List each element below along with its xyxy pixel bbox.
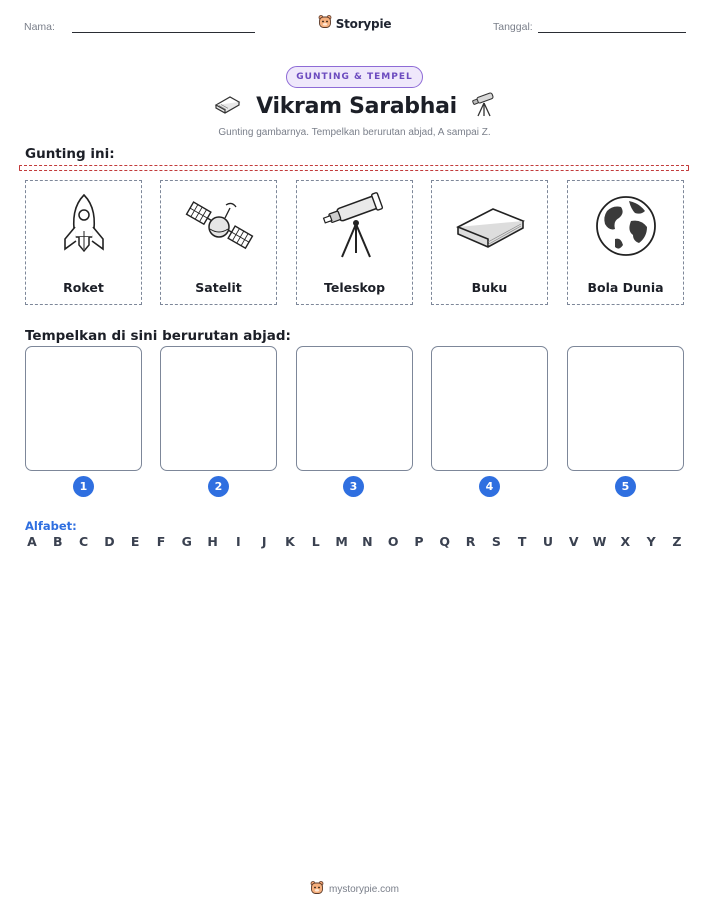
date-line[interactable]: [538, 32, 686, 33]
alphabet-letter: T: [517, 534, 527, 549]
alphabet-letter: J: [261, 534, 267, 549]
paste-slot-3[interactable]: [296, 346, 413, 471]
cut-card-roket[interactable]: [25, 180, 142, 305]
alphabet-heading: Alfabet:: [25, 519, 77, 533]
name-label: Nama:: [24, 21, 55, 33]
alphabet-letter: N: [362, 534, 373, 549]
slot-number-badge: 2: [208, 476, 229, 497]
paste-heading: Tempelkan di sini berurutan abjad:: [25, 328, 291, 344]
alphabet-letter: L: [311, 534, 320, 549]
cut-card-buku[interactable]: [431, 180, 548, 305]
paste-slot-2[interactable]: [160, 346, 277, 471]
storypie-mascot-icon: [310, 880, 324, 899]
paste-slot-5[interactable]: [567, 346, 684, 471]
alphabet-letter: R: [465, 534, 476, 549]
alphabet-letter: D: [104, 534, 115, 549]
alphabet-letter: H: [207, 534, 218, 549]
card-label: Roket: [63, 280, 104, 295]
cut-card-teleskop[interactable]: [296, 180, 413, 305]
instructions: Gunting gambarnya. Tempelkan berurutan abjad, A sampai Z.: [218, 127, 491, 138]
telescope-icon: [471, 90, 497, 122]
worksheet-title: Vikram Sarabhai: [256, 93, 457, 119]
satellite-icon: [184, 191, 254, 261]
slot-number-badge: 1: [73, 476, 94, 497]
alphabet-letter: C: [79, 534, 89, 549]
paste-slot-4[interactable]: [431, 346, 548, 471]
telescope-icon: [320, 191, 390, 261]
title-row: [0, 90, 709, 122]
card-label: Bola Dunia: [587, 280, 664, 295]
footer-site-link[interactable]: mystorypie.com: [328, 884, 399, 895]
alphabet-letter: B: [53, 534, 63, 549]
alphabet-letter: O: [387, 534, 399, 549]
activity-tag: GUNTING & TEMPEL: [286, 66, 422, 88]
alphabet-letter: X: [620, 534, 631, 549]
date-label: Tanggal:: [493, 21, 533, 33]
alphabet-letter: Q: [439, 534, 451, 549]
slot-number-badge: 5: [615, 476, 636, 497]
alphabet-letter: U: [542, 534, 554, 549]
alphabet-letter: Y: [646, 534, 656, 549]
slot-number-badge: 3: [343, 476, 364, 497]
cut-card-satelit[interactable]: [160, 180, 277, 305]
storypie-mascot-icon: [318, 14, 332, 33]
book-icon: [455, 191, 525, 261]
alphabet-letter: K: [285, 534, 295, 549]
alphabet-letter: V: [568, 534, 579, 549]
footer: [0, 880, 709, 899]
alphabet-letter: I: [236, 534, 241, 549]
alphabet-letter: A: [27, 534, 37, 549]
alphabet-letter: F: [156, 534, 166, 549]
alphabet-letter: P: [414, 534, 424, 549]
cut-card-bola-dunia[interactable]: [567, 180, 684, 305]
alphabet-letter: S: [491, 534, 501, 549]
book-icon: [212, 93, 242, 119]
alphabet-letter: E: [130, 534, 140, 549]
globe-icon: [591, 191, 661, 261]
alphabet-letter: Z: [672, 534, 682, 549]
slot-number-badge: 4: [479, 476, 500, 497]
card-label: Satelit: [195, 280, 242, 295]
alphabet-letter: W: [592, 534, 607, 549]
alphabet-letter: G: [181, 534, 192, 549]
activity-tag-wrap: [0, 66, 709, 88]
cut-heading: Gunting ini:: [25, 146, 115, 162]
alphabet-letter: M: [335, 534, 348, 549]
rocket-icon: [49, 191, 119, 261]
card-label: Teleskop: [323, 280, 386, 295]
alphabet-row: [25, 534, 684, 549]
brand-logo: [0, 14, 709, 33]
brand-name: Storypie: [335, 16, 392, 31]
cut-line: [19, 165, 689, 171]
paste-slot-1[interactable]: [25, 346, 142, 471]
card-label: Buku: [471, 280, 508, 295]
